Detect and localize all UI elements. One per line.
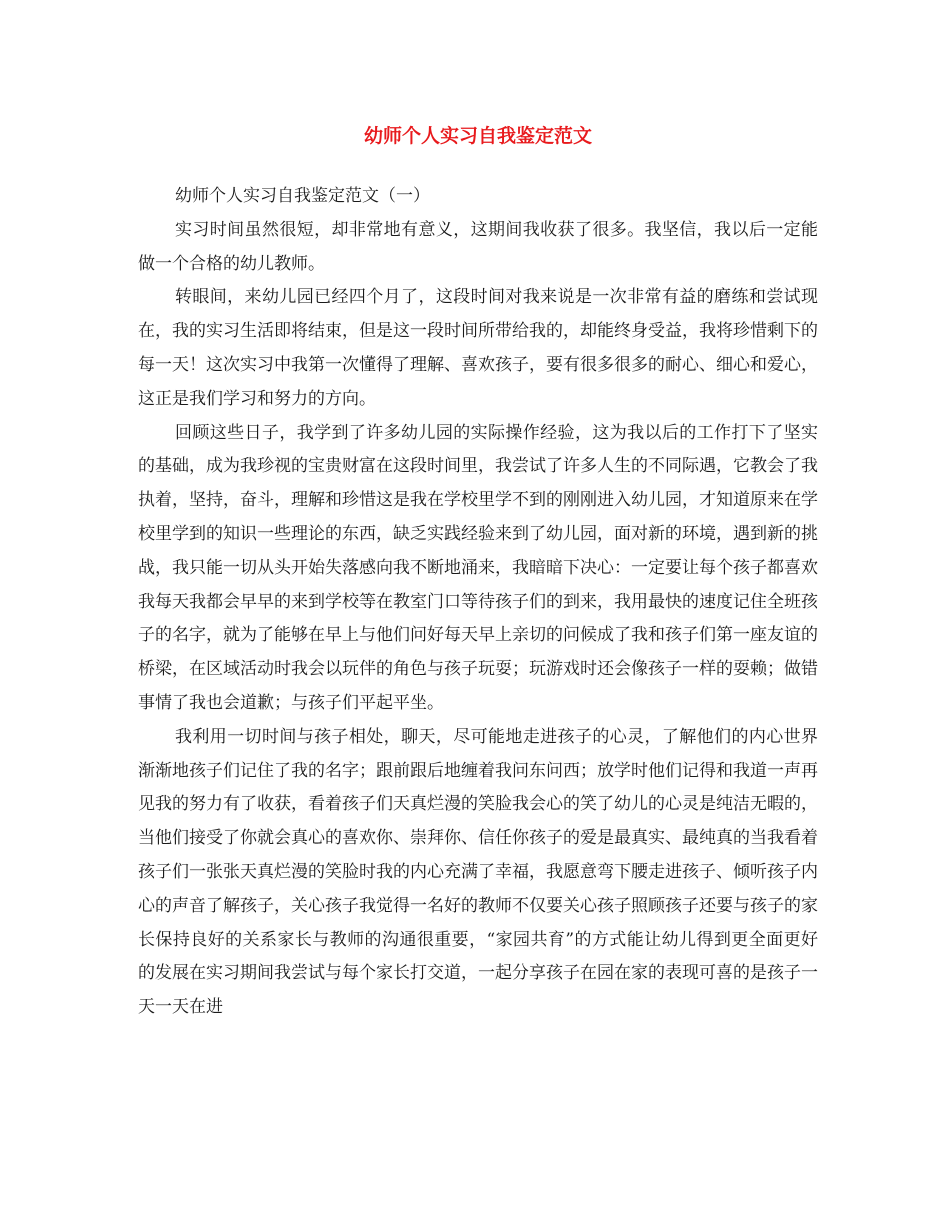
document-body — [138, 180, 818, 1025]
paragraph: 我利用一切时间与孩子相处，聊天，尽可能地走进孩子的心灵，了解他们的内心世界渐渐地孩子们记住了我的名字；跟前跟后地缠着我问东问西；放学时他们记得和我道一声再见我的努力有了收获，看着孩子们天真烂漫的笑脸我会心的笑了幼儿的心灵是纯洁无暇的，当他们接受了你就会真心的喜欢你、崇拜你、信任你孩子的爱是最真实、最纯真的当我看着孩子们一张张天真烂漫的笑脸时我的内心充满了幸福，我愿意弯下腰走进孩子、倾听孩子内心的声音了解孩子，关心孩子我觉得一名好的教师不仅要关心孩子照顾孩子还要与孩子的家长保持良好的关系家长与教师的沟通很重要，“家园共育”的方式能让幼儿得到更全面更好的发展在实习期间我尝试与每个家长打交道，一起分享孩子在园在家的表现可喜的是孩子一天一天在进 — [138, 726, 818, 1018]
subtitle-paragraph: 幼师个人实习自我鉴定范文（一） — [175, 186, 430, 206]
paragraph: 回顾这些日子，我学到了许多幼儿园的实际操作经验，这为我以后的工作打下了坚实的基础，成为我珍视的宝贵财富在这段时间里，我尝试了许多人生的不同际遇，它教会了我执着，坚持，奋斗，理解和珍惜这是我在学校里学不到的刚刚进入幼儿园，才知道原来在学校里学到的知识一些理论的东西，缺乏实践经验来到了幼儿园，面对新的环境，遇到新的挑战，我只能一切从头开始失落感向我不断地涌来，我暗暗下决心：一定要让每个孩子都喜欢我每天我都会早早的来到学校等在教室门口等待孩子们的到来，我用最快的速度记住全班孩子的名字，就为了能够在早上与他们问好每天早上亲切的问候成了我和孩子们第一座友谊的桥梁，在区域活动时我会以玩伴的角色与孩子玩耍；玩游戏时还会像孩子一样的耍赖；做错事情了我也会道歉；与孩子们平起平坐。 — [138, 422, 818, 713]
document-title: 幼师个人实习自我鉴定范文 — [363, 125, 592, 147]
paragraph: 实习时间虽然很短，却非常地有意义，这期间我收获了很多。我坚信，我以后一定能做一个合格的幼儿教师。 — [138, 219, 818, 274]
paragraph: 转眼间，来幼儿园已经四个月了，这段时间对我来说是一次非常有益的磨练和尝试现在，我的实习生活即将结束，但是这一段时间所带给我的，却能终身受益，我将珍惜剩下的每一天！这次实习中我第一次懂得了理解、喜欢孩子，要有很多很多的耐心、细心和爱心，这正是我们学习和努力的方向。 — [138, 287, 818, 409]
